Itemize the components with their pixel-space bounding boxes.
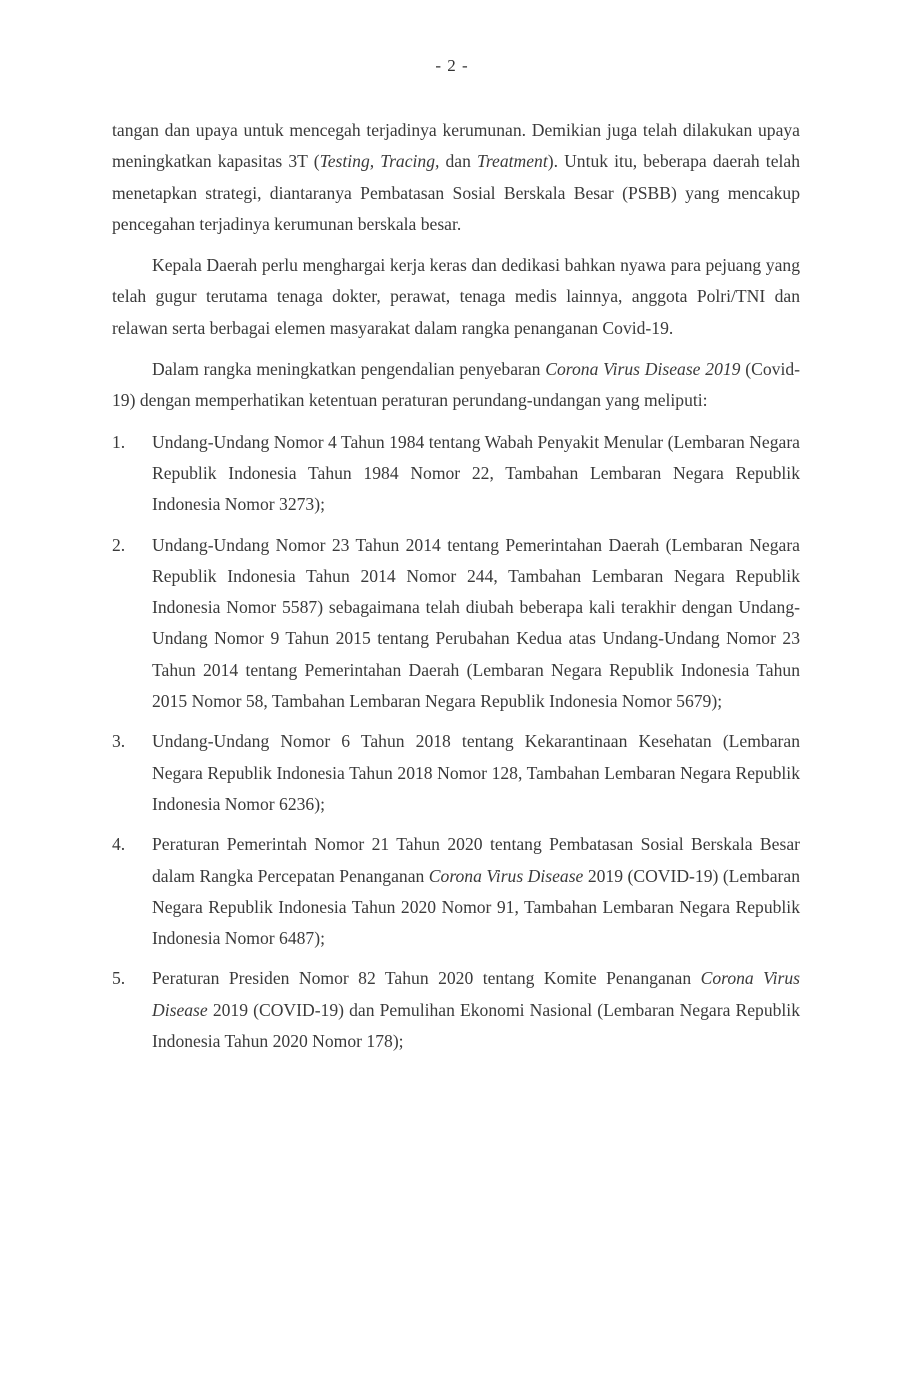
list-item (112, 530, 800, 718)
list-item (112, 427, 800, 521)
text-run: dan (439, 151, 478, 172)
legal-basis-list (112, 427, 800, 1058)
paragraph-considering (112, 354, 800, 417)
list-item (112, 829, 800, 954)
list-item-text (152, 834, 800, 948)
text-run: ). Untuk itu, beberapa daerah telah menetapkan strategi, diantaranya Pembatasan Sosial Berskala Besar (PSBB) yang mencakup pencegahan terjadinya kerumunan berskala besar. (112, 151, 800, 234)
text-run: Kepala Daerah perlu menghargai kerja keras dan dedikasi bahkan nyawa para pejuang yang telah gugur terutama tenaga dokter, perawat, tenaga medis lainnya, anggota Polri/TNI dan relawan serta berbagai elemen masyarakat dalam rangka penanganan Covid-19. (112, 255, 800, 338)
paragraph-appreciation (112, 250, 800, 344)
text-run: 2019 (COVID-19) dan Pemulihan Ekonomi Nasional (Lembaran Negara Republik Indonesia Tahun 2020 Nomor 178); (152, 999, 800, 1052)
list-item-text (152, 731, 800, 814)
list-item-number: 1. (112, 431, 126, 452)
italic-term: Treatment (477, 151, 548, 172)
paragraph-continuation (112, 115, 800, 240)
italic-term: Corona Virus Disease 2019 (545, 359, 741, 380)
list-item-number: 3. (112, 731, 126, 752)
text-run: tangan dan upaya untuk mencegah terjadinya kerumunan. Demikian juga telah dilakukan upaya meningkatkan kapasitas 3T ( (112, 120, 800, 172)
list-item-text (152, 968, 800, 1051)
list-item (112, 963, 800, 1057)
text-run: Peraturan Presiden Nomor 82 Tahun 2020 tentang Komite Penanganan (152, 968, 701, 989)
list-item-number: 5. (112, 968, 126, 989)
document-body (112, 115, 800, 1066)
list-item-text (152, 535, 800, 711)
text-run: 2019 (COVID-19) (Lembaran Negara Republik Indonesia Tahun 2020 Nomor 91, Tambahan Lembaran Negara Republik Indonesia Nomor 6487); (152, 865, 800, 949)
italic-term: Corona Virus Disease (152, 968, 800, 1020)
text-run: Peraturan Pemerintah Nomor 21 Tahun 2020 tentang Pembatasan Sosial Berskala Besar dalam Rangka Percepatan Penanganan (152, 834, 800, 886)
page-number: - 2 - (435, 56, 469, 75)
italic-term: Testing, Tracing, (319, 151, 440, 172)
text-run: Undang-Undang Nomor 23 Tahun 2014 tentang Pemerintahan Daerah (Lembaran Negara Republik Indonesia Tahun 2014 Nomor 244, Tambahan Lembaran Negara Republik Indonesia Nomor 5587) sebagaimana telah diubah beberapa kali terakhir dengan Undang-Undang Nomor 9 Tahun 2015 tentang Perubahan Kedua atas Undang-Undang Nomor 23 Tahun 2014 tentang Pemerintahan Daerah (Lembaran Negara Republik Indonesia Tahun 2015 Nomor 58, Tambahan Lembaran Negara Republik Indonesia Nomor 5679); (152, 534, 800, 712)
text-run: Undang-Undang Nomor 4 Tahun 1984 tentang Wabah Penyakit Menular (Lembaran Negara Republik Indonesia Tahun 1984 Nomor 22, Tambahan Lembaran Negara Republik Indonesia Nomor 3273); (152, 431, 800, 515)
list-item-text (152, 432, 800, 515)
text-run: (Covid-19) dengan memperhatikan ketentuan peraturan perundang-undangan yang meliputi: (112, 359, 800, 411)
italic-term: Corona Virus Disease (428, 865, 584, 886)
list-item-number: 2. (112, 534, 126, 555)
list-item (112, 726, 800, 820)
text-run: Undang-Undang Nomor 6 Tahun 2018 tentang Kekarantinaan Kesehatan (Lembaran Negara Republik Indonesia Tahun 2018 Nomor 128, Tambahan Lembaran Negara Republik Indonesia Nomor 6236); (152, 731, 800, 814)
text-run: Dalam rangka meningkatkan pengendalian penyebaran (152, 359, 546, 380)
list-item-number: 4. (112, 834, 126, 855)
